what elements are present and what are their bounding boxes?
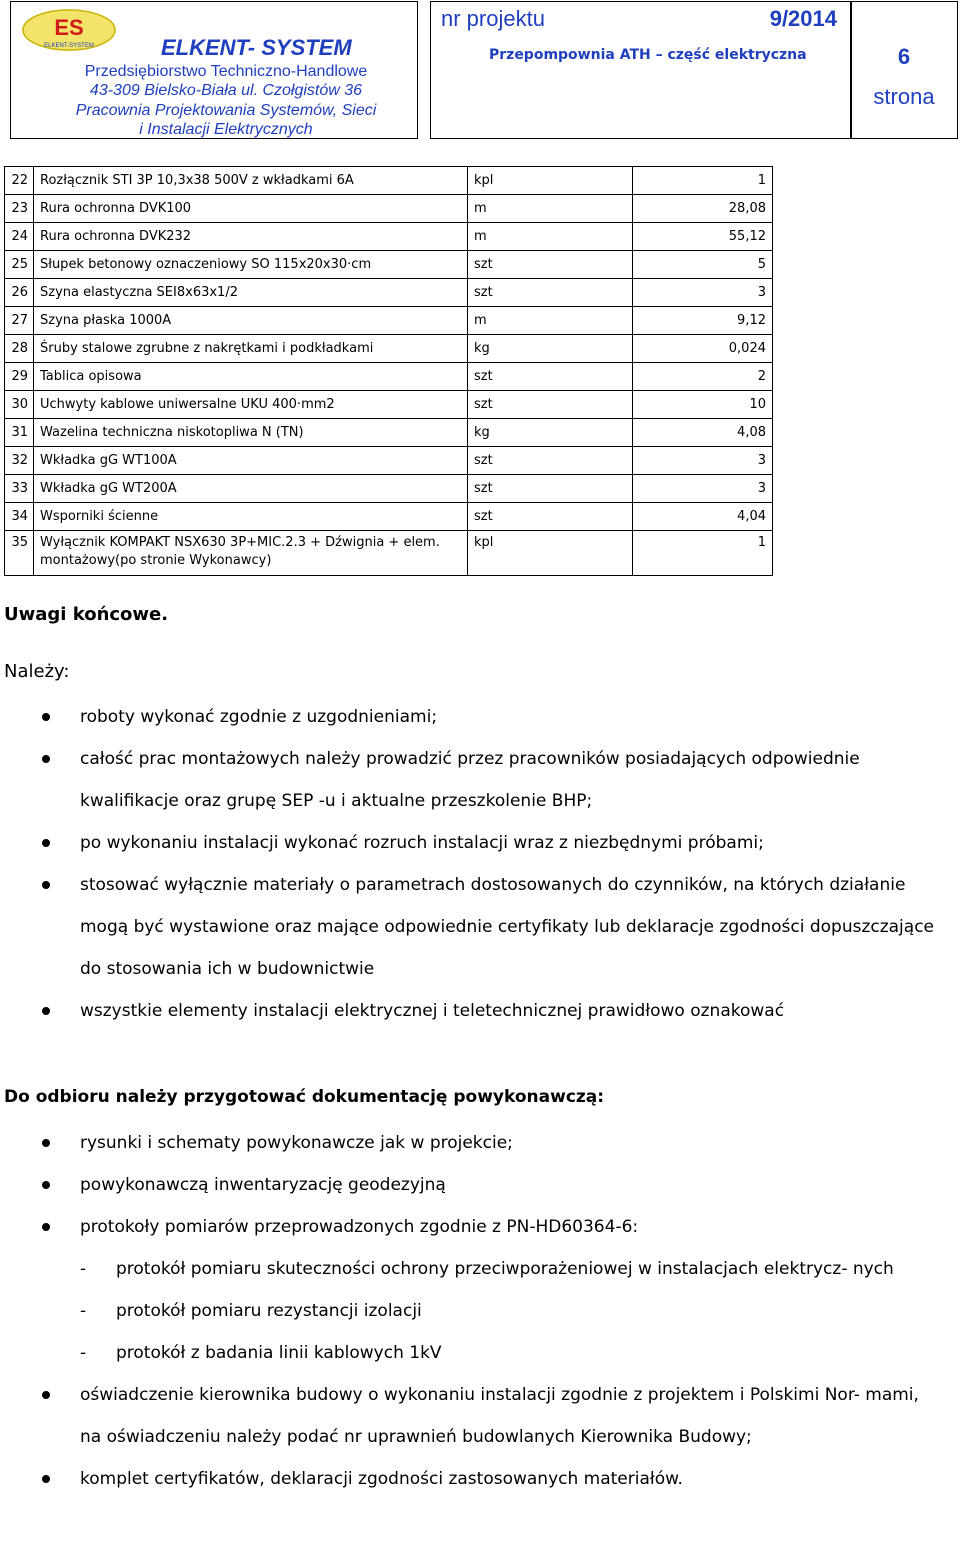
item-unit: m — [468, 223, 633, 251]
item-quantity: 28,08 — [633, 195, 773, 223]
table-row — [5, 447, 773, 475]
materials-table — [4, 166, 773, 576]
table-row — [5, 503, 773, 531]
item-name: Rura ochronna DVK232 — [34, 223, 468, 251]
list-item-text: wszystkie elementy instalacji elektrycznej i teletechnicznej prawidłowo oznakować — [80, 1001, 785, 1021]
bullet-icon — [42, 881, 50, 889]
project-number: 9/2014 — [769, 6, 837, 31]
item-quantity: 0,024 — [633, 335, 773, 363]
table-row — [5, 307, 773, 335]
company-line-2: 43-309 Bielsko-Biała ul. Czołgistów 36 — [89, 82, 363, 99]
list-item — [0, 1164, 940, 1206]
item-quantity: 3 — [633, 475, 773, 503]
bullet-icon — [42, 755, 50, 763]
bullet-icon — [42, 1181, 50, 1189]
remarks-intro: Należy: — [4, 661, 70, 682]
row-number: 32 — [5, 447, 34, 475]
table-row — [5, 391, 773, 419]
logo-text: ES — [54, 15, 84, 40]
item-quantity: 1 — [633, 167, 773, 195]
item-name: Wazelina techniczna niskotopliwa N (TN) — [34, 419, 468, 447]
table-row — [5, 531, 773, 576]
row-number: 29 — [5, 363, 34, 391]
row-number: 35 — [5, 531, 34, 576]
item-quantity: 2 — [633, 363, 773, 391]
page-box — [850, 1, 958, 139]
item-name: Uchwyty kablowe uniwersalne UKU 400·mm2 — [34, 391, 468, 419]
item-unit: szt — [468, 363, 633, 391]
item-quantity: 1 — [633, 531, 773, 576]
table-row — [5, 167, 773, 195]
list-item — [0, 822, 940, 864]
row-number: 28 — [5, 335, 34, 363]
item-quantity: 3 — [633, 279, 773, 307]
list-item — [0, 1458, 940, 1500]
item-unit: szt — [468, 391, 633, 419]
bullet-icon — [42, 1391, 50, 1399]
sub-list-item-text: protokół pomiaru skuteczności ochrony przeciwporażeniowej w instalacjach elektrycz- nych — [116, 1259, 894, 1279]
list-item — [0, 1206, 940, 1248]
row-number: 34 — [5, 503, 34, 531]
list-item-text: roboty wykonać zgodnie z uzgodnieniami; — [80, 707, 438, 727]
remarks-list — [0, 696, 940, 1032]
item-quantity: 9,12 — [633, 307, 773, 335]
row-number: 26 — [5, 279, 34, 307]
item-unit: m — [468, 307, 633, 335]
row-number: 27 — [5, 307, 34, 335]
bullet-icon — [42, 1475, 50, 1483]
list-item-text: po wykonaniu instalacji wykonać rozruch instalacji wraz z niezbędnymi próbami; — [80, 833, 764, 853]
project-label: nr projektu — [441, 6, 545, 31]
company-box — [10, 1, 418, 139]
item-quantity: 4,08 — [633, 419, 773, 447]
list-item — [0, 990, 940, 1032]
row-number: 31 — [5, 419, 34, 447]
list-item — [0, 864, 940, 990]
item-unit: szt — [468, 447, 633, 475]
table-row — [5, 419, 773, 447]
item-unit: szt — [468, 279, 633, 307]
sub-list-item-text: protokół z badania linii kablowych 1kV — [116, 1343, 442, 1363]
item-name: Wsporniki ścienne — [34, 503, 468, 531]
item-unit: szt — [468, 475, 633, 503]
sub-list-item — [0, 1332, 940, 1374]
brand-name: ELKENT- SYSTEM — [161, 35, 352, 60]
company-line-4: i Instalacji Elektrycznych — [139, 121, 313, 138]
bullet-icon — [42, 1223, 50, 1231]
item-quantity: 10 — [633, 391, 773, 419]
item-name: Szyna płaska 1000A — [34, 307, 468, 335]
item-name: Rura ochronna DVK100 — [34, 195, 468, 223]
item-name: Śruby stalowe zgrubne z nakrętkami i podkładkami — [34, 335, 468, 363]
sub-list-item — [0, 1290, 940, 1332]
item-unit: m — [468, 195, 633, 223]
page-header — [10, 1, 957, 139]
logo-subtext: ELKENT-SYSTEM — [44, 43, 94, 49]
company-line-3: Pracownia Projektowania Systemów, Sieci — [75, 102, 377, 119]
list-item-text: stosować wyłącznie materiały o parametrach dostosowanych do czynników, na których działanie mogą być wystawione oraz mające odpowiednie certyfikaty lub deklaracje zgodności dopuszczające do stosowania ich w budownictwie — [80, 875, 935, 979]
company-logo — [21, 8, 117, 52]
company-line-1: Przedsiębiorstwo Techniczno-Handlowe — [84, 63, 368, 80]
remarks-heading: Uwagi końcowe. — [4, 604, 169, 625]
bullet-icon — [42, 1007, 50, 1015]
list-item-text: całość prac montażowych należy prowadzić przez pracowników posiadających odpowiednie kwalifikacje oraz grupę SEP -u i aktualne przeszkolenie BHP; — [80, 749, 860, 811]
item-name: Tablica opisowa — [34, 363, 468, 391]
item-unit: kg — [468, 419, 633, 447]
bullet-icon — [42, 713, 50, 721]
item-unit: kpl — [468, 531, 633, 576]
sub-list-item — [0, 1248, 940, 1290]
table-row — [5, 279, 773, 307]
page-word: strona — [873, 84, 935, 109]
item-name: Wyłącznik KOMPAKT NSX630 3P+MIC.2.3 + Dźwignia + elem. montażowy(po stronie Wykonawcy) — [34, 531, 468, 576]
item-quantity: 3 — [633, 447, 773, 475]
row-number: 25 — [5, 251, 34, 279]
row-number: 33 — [5, 475, 34, 503]
row-number: 30 — [5, 391, 34, 419]
table-row — [5, 475, 773, 503]
item-unit: szt — [468, 503, 633, 531]
table-row — [5, 251, 773, 279]
dash-marker: - — [80, 1259, 87, 1279]
documentation-list — [0, 1122, 940, 1500]
item-name: Słupek betonowy oznaczeniowy SO 115x20x30·cm — [34, 251, 468, 279]
row-number: 23 — [5, 195, 34, 223]
list-item — [0, 1374, 940, 1458]
item-name: Wkładka gG WT100A — [34, 447, 468, 475]
dash-marker: - — [80, 1301, 87, 1321]
item-quantity: 5 — [633, 251, 773, 279]
sub-list-item-text: protokół pomiaru rezystancji izolacji — [116, 1301, 422, 1321]
item-unit: szt — [468, 251, 633, 279]
materials-table-body — [5, 167, 773, 576]
table-row — [5, 363, 773, 391]
item-unit: kpl — [468, 167, 633, 195]
project-box — [430, 1, 852, 139]
list-item-text: protokoły pomiarów przeprowadzonych zgodnie z PN-HD60364-6: — [80, 1217, 639, 1237]
list-item — [0, 696, 940, 738]
list-item-text: powykonawczą inwentaryzację geodezyjną — [80, 1175, 446, 1195]
table-row — [5, 223, 773, 251]
bullet-icon — [42, 839, 50, 847]
project-title: Przepompownia ATH – część elektryczna — [489, 47, 807, 63]
list-item-text: rysunki i schematy powykonawcze jak w projekcie; — [80, 1133, 513, 1153]
documentation-heading: Do odbioru należy przygotować dokumentację powykonawczą: — [4, 1087, 605, 1107]
table-row — [5, 335, 773, 363]
page-number: 6 — [897, 44, 911, 69]
list-item — [0, 738, 940, 822]
list-item-text: oświadczenie kierownika budowy o wykonaniu instalacji zgodnie z projektem i Polskimi Nor- mami, na oświadczeniu należy podać nr uprawnień budowlanych Kierownika Budowy; — [80, 1385, 919, 1447]
item-name: Wkładka gG WT200A — [34, 475, 468, 503]
item-quantity: 55,12 — [633, 223, 773, 251]
table-row — [5, 195, 773, 223]
item-unit: kg — [468, 335, 633, 363]
dash-marker: - — [80, 1343, 87, 1363]
item-name: Rozłącznik STI 3P 10,3x38 500V z wkładkami 6A — [34, 167, 468, 195]
bullet-icon — [42, 1139, 50, 1147]
list-item-text: komplet certyfikatów, deklaracji zgodności zastosowanych materiałów. — [80, 1469, 683, 1489]
item-name: Szyna elastyczna SEI8x63x1/2 — [34, 279, 468, 307]
list-item — [0, 1122, 940, 1164]
row-number: 24 — [5, 223, 34, 251]
item-quantity: 4,04 — [633, 503, 773, 531]
row-number: 22 — [5, 167, 34, 195]
